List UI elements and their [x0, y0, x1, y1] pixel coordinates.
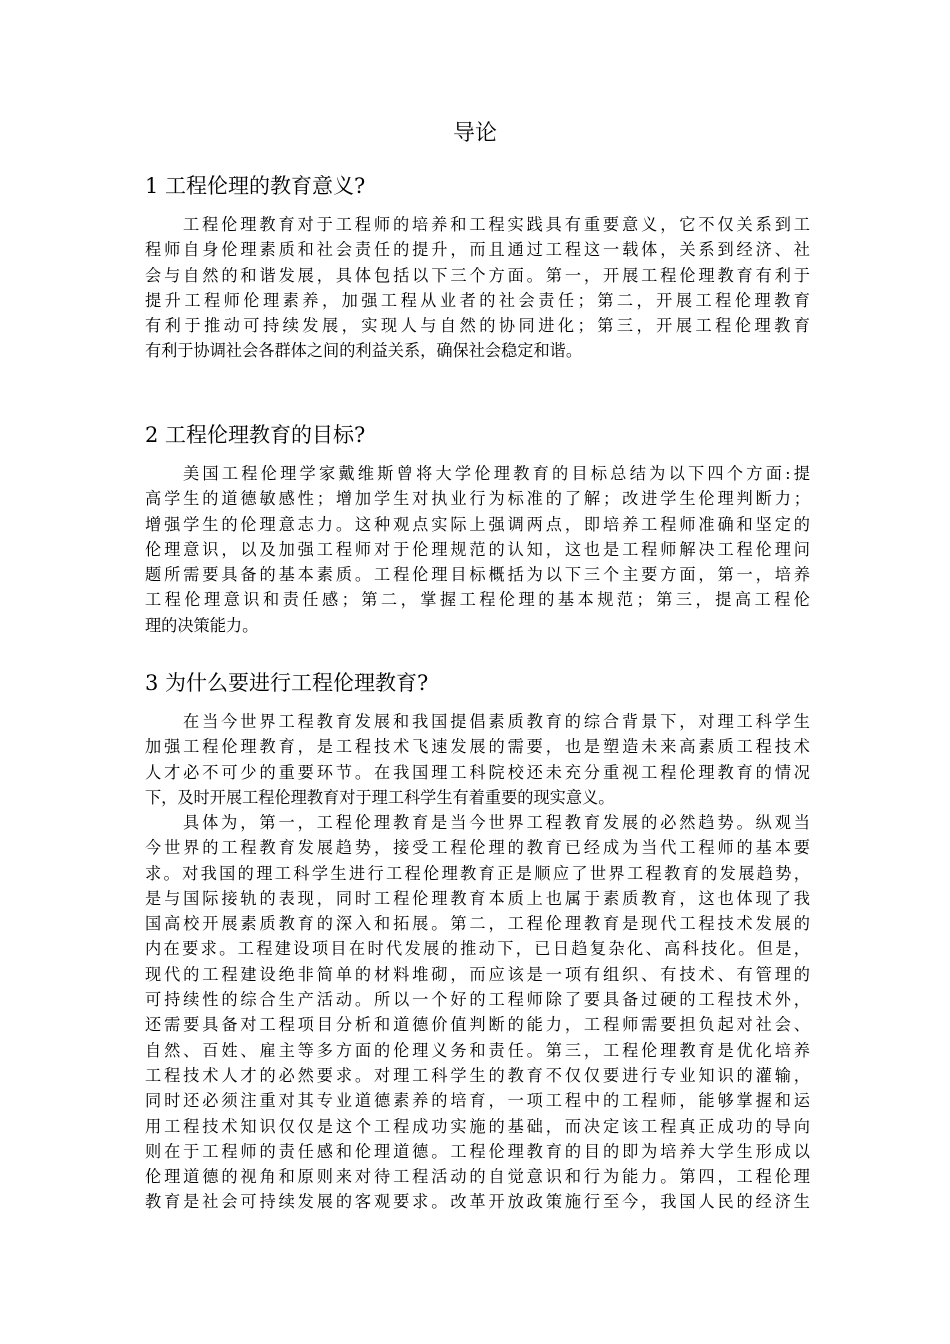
text-line: 有利于协调社会各群体之间的利益关系，确保社会稳定和谐。	[145, 341, 583, 361]
text-line: 人才必不可少的重要环节。在我国理工科院校还未充分重视工程伦理教育的情况	[145, 762, 810, 782]
text-line: 下，及时开展工程伦理教育对于理工科学生有着重要的现实意义。	[145, 787, 615, 807]
document-title: 导论	[452, 121, 497, 146]
text-line: 有利于推动可持续发展，实现人与自然的协同进化；第三，开展工程伦理教育	[145, 316, 810, 336]
text-line: 美国工程伦理学家戴维斯曾将大学伦理教育的目标总结为以下四个方面:提	[183, 464, 810, 483]
text-line: 具体为，第一，工程伦理教育是当今世界工程教育发展的必然趋势。纵观当	[183, 813, 810, 832]
text-line: 工程伦理意识和责任感；第二，掌握工程伦理的基本规范；第三，提高工程伦	[145, 590, 810, 610]
text-line: 会与自然的和谐发展，具体包括以下三个方面。第一，开展工程伦理教育有利于	[145, 265, 810, 285]
text-line: 用工程技术知识仅仅是这个工程成功实施的基础，而决定该工程真正成功的导向	[145, 1116, 810, 1136]
section-3-paragraph-2	[145, 810, 810, 1215]
section-1-paragraph	[145, 212, 810, 364]
text-line: 增强学生的伦理意志力。这种观点实际上强调两点，即培养工程师准确和坚定的	[145, 514, 810, 534]
text-line: 理的决策能力。	[145, 615, 259, 635]
text-line: 程师自身伦理素质和社会责任的提升，而且通过工程这一载体，关系到经济、社	[145, 240, 810, 260]
text-line: 工程技术人才的必然要求。对理工科学生的教育不仅仅要进行专业知识的灌输，	[145, 1065, 810, 1085]
text-line: 自然、百姓、雇主等多方面的伦理义务和责任。第三，工程伦理教育是优化培养	[145, 1040, 810, 1060]
text-line: 还需要具备对工程项目分析和道德价值判断的能力，工程师需要担负起对社会、	[145, 1015, 810, 1035]
text-line: 内在要求。工程建设项目在时代发展的推动下，已日趋复杂化、高科技化。但是，	[145, 939, 810, 959]
text-line: 可持续性的综合生产活动。所以一个好的工程师除了要具备过硬的工程技术外，	[145, 990, 810, 1010]
text-line: 则在于工程师的责任感和伦理道德。工程伦理教育的目的即为培养大学生形成以	[145, 1141, 810, 1161]
section-3-heading: 3 为什么要进行工程伦理教育?	[145, 671, 429, 695]
text-line: 工程伦理教育对于工程师的培养和工程实践具有重要意义，它不仅关系到工	[183, 215, 810, 234]
text-line: 教育是社会可持续发展的客观要求。改革开放政策施行至今，我国人民的经济生	[145, 1192, 810, 1212]
section-1-heading: 1 工程伦理的教育意义?	[145, 174, 366, 198]
text-line: 国高校开展素质教育的深入和拓展。第二，工程伦理教育是现代工程技术发展的	[145, 914, 810, 934]
text-line: 伦理道德的视角和原则来对待工程活动的自觉意识和行为能力。第四，工程伦理	[145, 1167, 810, 1187]
text-line: 高学生的道德敏感性；增加学生对执业行为标准的了解；改进学生伦理判断力；	[145, 489, 810, 509]
text-line: 提升工程师伦理素养，加强工程从业者的社会责任；第二，开展工程伦理教育	[145, 290, 810, 310]
text-line: 求。对我国的理工科学生进行工程伦理教育正是顺应了世界工程教育的发展趋势，	[145, 863, 810, 883]
section-2-heading: 2 工程伦理教育的目标?	[145, 423, 366, 447]
text-line: 是与国际接轨的表现，同时工程伦理教育本质上也属于素质教育，这也体现了我	[145, 888, 810, 908]
section-3-paragraph-1	[145, 709, 810, 810]
text-line: 在当今世界工程教育发展和我国提倡素质教育的综合背景下，对理工科学生	[183, 712, 810, 731]
text-line: 题所需要具备的基本素质。工程伦理目标概括为以下三个主要方面，第一，培养	[145, 565, 810, 585]
text-line: 伦理意识，以及加强工程师对于伦理规范的认知，这也是工程师解决工程伦理问	[145, 539, 810, 559]
text-line: 加强工程伦理教育，是工程技术飞速发展的需要，也是塑造未来高素质工程技术	[145, 737, 810, 757]
section-2-paragraph	[145, 461, 810, 638]
text-line: 同时还必须注重对其专业道德素养的培育，一项工程中的工程师，能够掌握和运	[145, 1091, 810, 1111]
text-line: 现代的工程建设绝非简单的材料堆砌，而应该是一项有组织、有技术、有管理的	[145, 964, 810, 984]
text-line: 今世界的工程教育发展趋势，接受工程伦理的教育已经成为当代工程师的基本要	[145, 838, 810, 858]
